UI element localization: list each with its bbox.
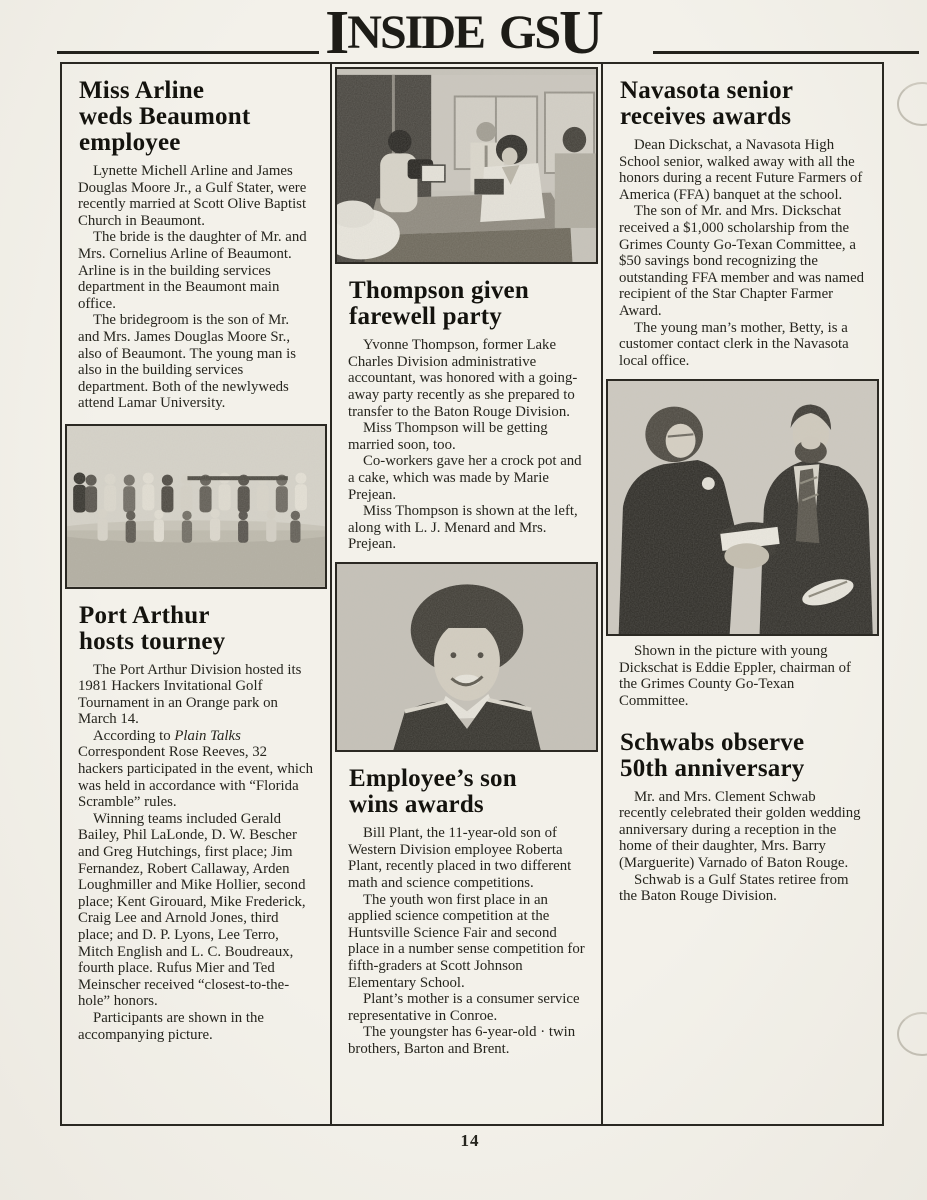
- paragraph: Participants are shown in the accompanying picture.: [78, 1009, 264, 1043]
- hole-punch-mark-bottom: [897, 1012, 927, 1056]
- article-schwabs: [603, 730, 882, 905]
- article-miss-arline: [62, 78, 330, 412]
- paragraph: Schwab is a Gulf States retiree from the Baton Rouge Division.: [619, 871, 849, 905]
- paragraph: The Port Arthur Division hosted its 1981 Hackers Invitational Golf Tournament in an Orange park on March 14.: [78, 661, 302, 728]
- photo-caption: Shown in the picture with young Dickschat is Eddie Eppler, chairman of the Grimes County Go-Texan Committee.: [619, 643, 851, 710]
- headline: Navasota senior receives awards: [620, 77, 794, 130]
- paragraph: The youngster has 6-year-old · twin brothers, Barton and Brent.: [348, 1024, 576, 1057]
- paragraph: The young man’s mother, Betty, is a customer contact clerk in the Navasota local office.: [619, 319, 849, 369]
- paragraph: Miss Thompson will be getting married soon, too.: [348, 420, 548, 453]
- paragraph: Lynette Michell Arline and James Douglas Moore Jr., a Gulf Stater, were recently married at Scott Olive Baptist Church in Beaumont.: [78, 163, 307, 229]
- masthead: INSIDE GSU: [325, 0, 602, 67]
- page-number: 14: [460, 1131, 480, 1150]
- golf-group-photo: [65, 424, 327, 589]
- paragraph: The bridegroom is the son of Mr. and Mrs. James Douglas Moore Sr., also of Beaumont. The young man is also in the building services department. Both of the newlyweds attend Lamar University.: [78, 312, 296, 412]
- boy-portrait-photo: [335, 562, 598, 752]
- paragraph: Co-workers gave her a crock pot and a cake, which was made by Marie Prejean.: [348, 453, 582, 503]
- paragraph: Mr. and Mrs. Clement Schwab recently celebrated their golden wedding anniversary during a reception in the home of their daughter, Mrs. Barry (Marguerite) Varnado of Baton Rouge.: [619, 788, 861, 872]
- paragraph: Dean Dickschat, a Navasota High School senior, walked away with all the honors during a recent Future Farmers of America (FFA) banquet at the school.: [619, 137, 863, 203]
- paragraph: The youth won first place in an applied science competition at the Huntsville Science Fair and second place in a number sense competition for fifth-graders at Scott Johnson Elementary School.: [348, 891, 585, 991]
- farewell-party-photo: [335, 67, 598, 264]
- paragraph: Bill Plant, the 11-year-old son of Western Division employee Roberta Plant, recently placed in two different math and science competitions.: [348, 825, 572, 891]
- headline: Employee’s son wins awards: [349, 765, 517, 819]
- masthead-title: I: [325, 0, 348, 67]
- paragraph: Yvonne Thompson, former Lake Charles Division administrative accountant, was honored with a going-away party recently as she prepared to transfer to the Baton Rouge Division.: [348, 337, 578, 420]
- column-2: [332, 64, 603, 1124]
- paragraph: Miss Thompson is shown at the left, along with L. J. Menard and Mrs. Prejean.: [348, 503, 578, 553]
- article-thompson: [332, 278, 601, 553]
- hole-punch-mark-top: [897, 82, 927, 126]
- headline: Miss Arline weds Beaumont employee: [79, 77, 251, 156]
- handshake-photo: [606, 379, 879, 636]
- column-3: [603, 64, 882, 1124]
- article-navasota: [603, 78, 882, 369]
- paragraph: Plant’s mother is a consumer service representative in Conroe.: [348, 991, 580, 1024]
- article-port-arthur: [62, 603, 330, 1044]
- paragraph: The son of Mr. and Mrs. Dickschat received a $1,000 scholarship from the Grimes County Go-Texan Committee, a $50 savings bond recognizing the outstanding FFA member and was named recipient of the Star Chapter Farmer Award.: [619, 203, 865, 319]
- paragraph: According to Plain Talks Correspondent Rose Reeves, 32 hackers participated in the event, which was held in accordance with “Florida Scramble” rules.: [78, 727, 314, 811]
- article-employees-son: [332, 766, 601, 1057]
- content-box: [60, 62, 884, 1126]
- publication-name: Plain Talks: [174, 727, 241, 744]
- headline: Port Arthur hosts tourney: [79, 601, 226, 655]
- paragraph: The bride is the daughter of Mr. and Mrs. Cornelius Arline of Beaumont. Arline is in the building services department in the Beaumont main office.: [78, 229, 307, 312]
- column-1: [62, 64, 332, 1124]
- headline: Thompson given farewell party: [349, 277, 529, 331]
- headline: Schwabs observe 50th anniversary: [620, 728, 805, 782]
- paragraph: Winning teams included Gerald Bailey, Phil LaLonde, D. W. Bescher and Greg Hutchings, first place; Jim Fernandez, Robert Callaway, Arden Loughmiller and Mike Hollier, second place; Kent Girouard, Mike Frederick, Craig Lee and Arnold Jones, third place; and D. P. Lyons, Lee Terro, Mitch English and L. C. Boudreaux, fourth place. Rufus Mier and Ted Meinscher received “closest-to-the-hole” honors.: [78, 810, 306, 1010]
